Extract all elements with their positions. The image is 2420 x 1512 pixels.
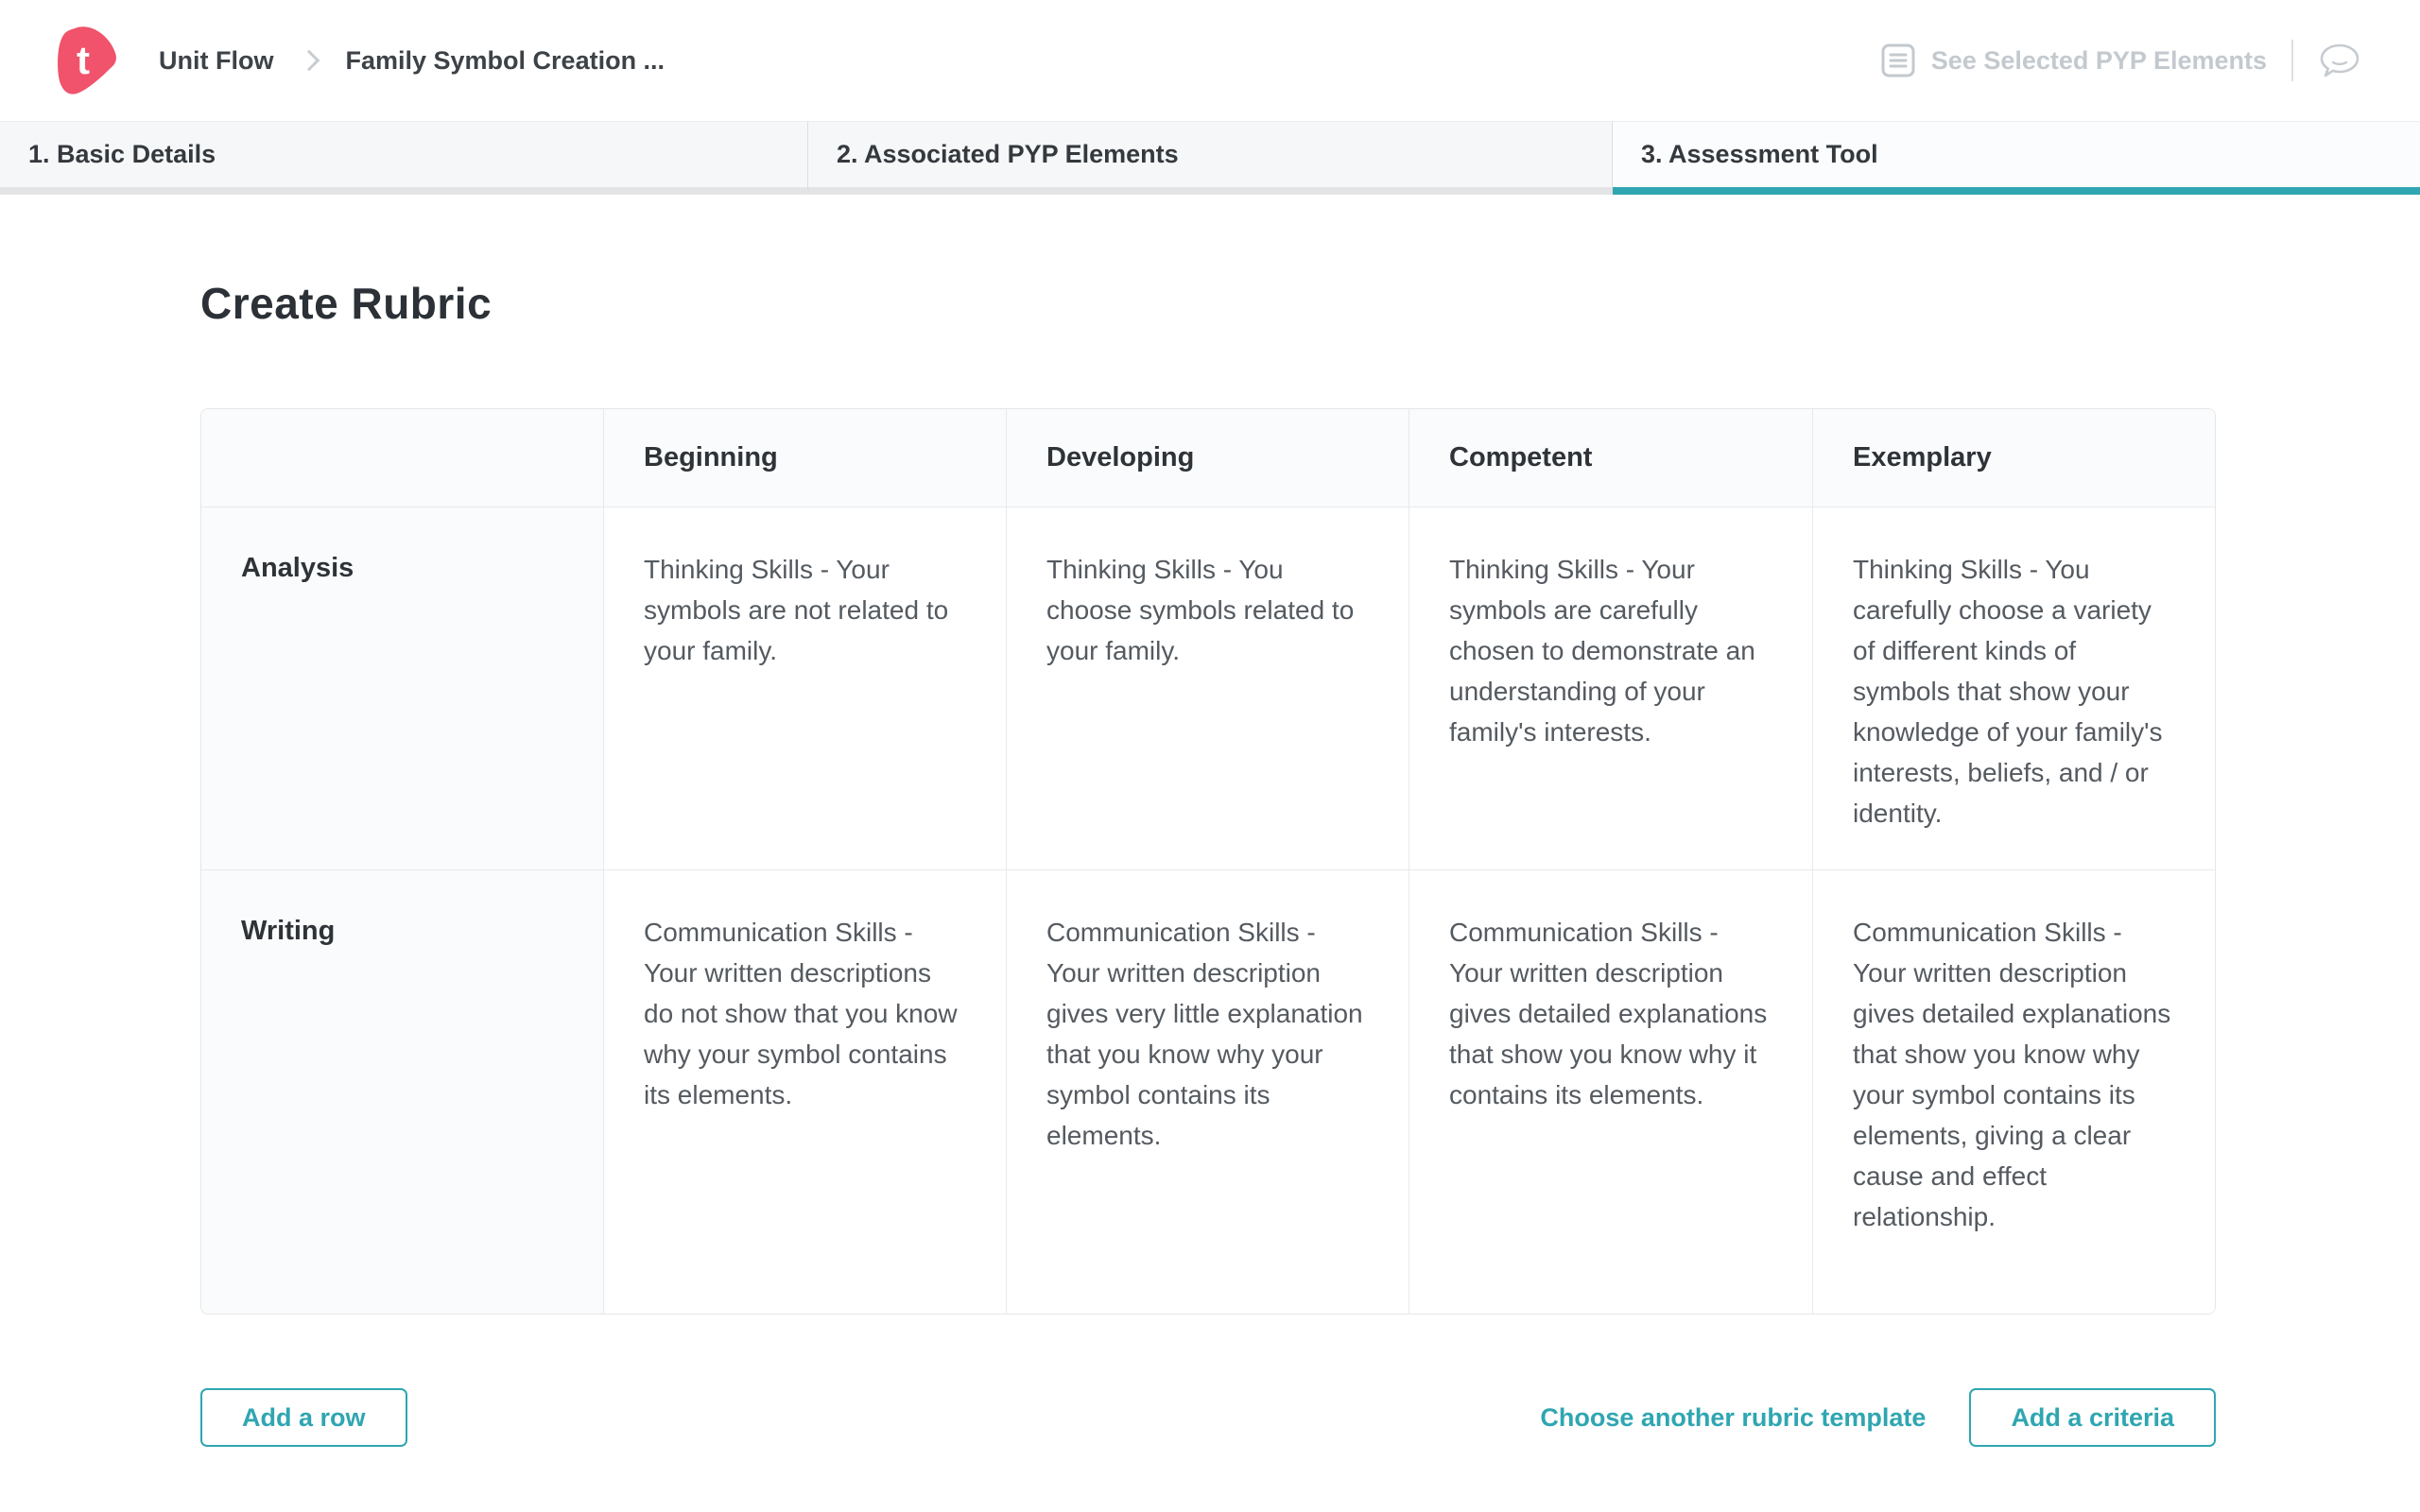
tab-assessment-tool[interactable]: [1613, 122, 2420, 195]
pyp-elements-list-icon: [1880, 43, 1916, 78]
svg-text:t: t: [77, 38, 90, 82]
rubric-cell-writing-competent[interactable]: Communication Skills - Your written description gives detailed explanations that show you know why it contains its elements.: [1409, 870, 1813, 1314]
toddle-logo[interactable]: [55, 25, 123, 96]
rubric-cell-analysis-competent[interactable]: Thinking Skills - Your symbols are carefully chosen to demonstrate an understanding of your family's interests.: [1409, 507, 1813, 870]
tab-basic-details[interactable]: [0, 122, 808, 195]
rubric-cell-analysis-developing[interactable]: Thinking Skills - You choose symbols related to your family.: [1007, 507, 1409, 870]
comments-button[interactable]: [2318, 41, 2360, 80]
page-title: Create Rubric: [200, 279, 493, 328]
divider: [2291, 40, 2293, 81]
breadcrumb-unit-flow[interactable]: Unit Flow: [159, 45, 274, 75]
rubric-column-header-beginning[interactable]: Beginning: [604, 409, 1007, 507]
tab-associated-pyp-elements[interactable]: [808, 122, 1613, 195]
rubric-column-header-developing[interactable]: Developing: [1007, 409, 1409, 507]
app-bar-actions: [1880, 40, 2360, 81]
choose-rubric-template-link[interactable]: Choose another rubric template: [1540, 1402, 1927, 1432]
tab-basic-details-label: 1. Basic Details: [28, 140, 216, 168]
tab-associated-pyp-elements-label: 2. Associated PYP Elements: [837, 140, 1179, 168]
see-selected-pyp-elements-button[interactable]: [1880, 43, 2267, 78]
see-selected-pyp-elements-label: See Selected PYP Elements: [1930, 45, 2267, 75]
rubric-table: [200, 408, 2216, 1314]
rubric-corner-cell: [201, 409, 604, 507]
app-bar: [0, 0, 2420, 121]
breadcrumb: [159, 46, 665, 76]
rubric-column-header-competent[interactable]: Competent: [1409, 409, 1813, 507]
step-tabs: [0, 121, 2420, 195]
rubric-cell-writing-beginning[interactable]: Communication Skills - Your written descriptions do not show that you know why your symbol contains its elements.: [604, 870, 1007, 1314]
rubric-row-label-writing[interactable]: Writing: [201, 870, 604, 1314]
tab-assessment-tool-label: 3. Assessment Tool: [1641, 140, 1878, 168]
rubric-cell-analysis-exemplary[interactable]: Thinking Skills - You carefully choose a variety of different kinds of symbols that show your knowledge of your family's interests, beliefs, and / or identity.: [1813, 507, 2216, 870]
chevron-right-icon: [299, 50, 320, 72]
logo-shape-icon: [55, 25, 123, 96]
rubric-actions-right: [1540, 1388, 2216, 1447]
rubric-row-label-analysis[interactable]: Analysis: [201, 507, 604, 870]
rubric-cell-analysis-beginning[interactable]: Thinking Skills - Your symbols are not related to your family.: [604, 507, 1007, 870]
add-row-button[interactable]: Add a row: [200, 1388, 407, 1447]
add-criteria-button[interactable]: Add a criteria: [1969, 1388, 2216, 1447]
rubric-cell-writing-exemplary[interactable]: Communication Skills - Your written description gives detailed explanations that show you know why your symbol contains its elements, giving a clear cause and effect relationship.: [1813, 870, 2216, 1314]
comments-bubble-icon: [2318, 41, 2360, 80]
main-content: [0, 195, 2420, 1314]
rubric-column-header-exemplary[interactable]: Exemplary: [1813, 409, 2216, 507]
rubric-cell-writing-developing[interactable]: Communication Skills - Your written description gives very little explanation that you know why your symbol contains its elements.: [1007, 870, 1409, 1314]
breadcrumb-page-title[interactable]: Family Symbol Creation ...: [345, 45, 666, 75]
rubric-actions: [200, 1388, 2216, 1447]
